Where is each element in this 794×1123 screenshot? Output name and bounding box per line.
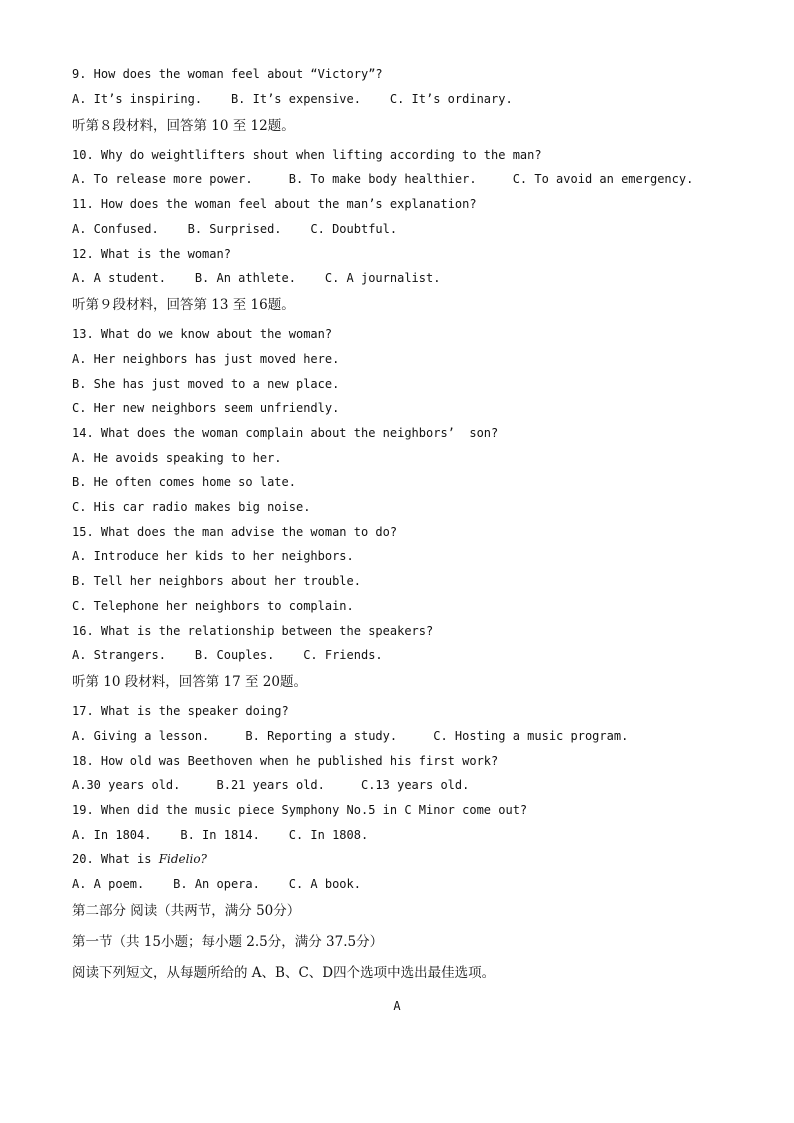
question-15: 15. What does the man advise the woman to do? [72, 525, 398, 539]
options-12: A. A student. B. An athlete. C. A journalist. [72, 271, 441, 285]
section-header-9: 听第９段材料，回答第 13 至 16题。 [72, 297, 295, 313]
section-one-header: 第一节（共 15小题；每小题 2.5分，满分 37.5分） [72, 934, 384, 950]
section-header-10: 听第 10 段材料，回答第 17 至 20题。 [72, 674, 307, 690]
option-14b: B. He often comes home so late. [72, 475, 296, 489]
option-15a: A. Introduce her kids to her neighbors. [72, 549, 354, 563]
options-16: A. Strangers. B. Couples. C. Friends. [72, 648, 383, 662]
question-11: 11. How does the woman feel about the man’s explanation? [72, 197, 477, 211]
option-15b: B. Tell her neighbors about her trouble. [72, 574, 361, 588]
question-20-title: Fidelio? [158, 852, 207, 866]
options-17: A. Giving a lesson. B. Reporting a study. C. Hosting a music program. [72, 729, 629, 743]
reading-instruction: 阅读下列短文，从每题所给的 A、B、C、D四个选项中选出最佳选项。 [72, 965, 496, 981]
question-19: 19. When did the music piece Symphony No.5 in C Minor come out? [72, 803, 528, 817]
options-20: A. A poem. B. An opera. C. A book. [72, 877, 361, 891]
question-12: 12. What is the woman? [72, 247, 231, 261]
question-20 [72, 851, 207, 867]
question-20-text: 20. What is [72, 852, 159, 866]
option-13a: A. Her neighbors has just moved here. [72, 352, 340, 366]
option-14a: A. He avoids speaking to her. [72, 451, 282, 465]
option-14c: C. His car radio makes big noise. [72, 500, 311, 514]
question-16: 16. What is the relationship between the speakers? [72, 624, 434, 638]
option-13b: B. She has just moved to a new place. [72, 377, 340, 391]
option-15c: C. Telephone her neighbors to complain. [72, 599, 354, 613]
part-two-header: 第二部分 阅读（共两节，满分 50分） [72, 903, 301, 919]
passage-label-a: A [393, 999, 401, 1013]
question-13: 13. What do we know about the woman? [72, 327, 333, 341]
question-14: 14. What does the woman complain about the neighbors’ son? [72, 426, 499, 440]
section-header-8: 听第８段材料，回答第 10 至 12题。 [72, 118, 295, 134]
option-13c: C. Her new neighbors seem unfriendly. [72, 401, 340, 415]
options-10: A. To release more power. B. To make body healthier. C. To avoid an emergency. [72, 172, 694, 186]
options-19: A. In 1804. B. In 1814. C. In 1808. [72, 828, 369, 842]
options-11: A. Confused. B. Surprised. C. Doubtful. [72, 222, 398, 236]
question-18: 18. How old was Beethoven when he published his first work? [72, 754, 499, 768]
question-10: 10. Why do weightlifters shout when lifting according to the man? [72, 148, 542, 162]
question-9: 9. How does the woman feel about “Victory”? [72, 67, 383, 81]
question-17: 17. What is the speaker doing? [72, 704, 289, 718]
options-18: A.30 years old. B.21 years old. C.13 years old. [72, 778, 470, 792]
options-9: A. It’s inspiring. B. It’s expensive. C. It’s ordinary. [72, 92, 513, 106]
